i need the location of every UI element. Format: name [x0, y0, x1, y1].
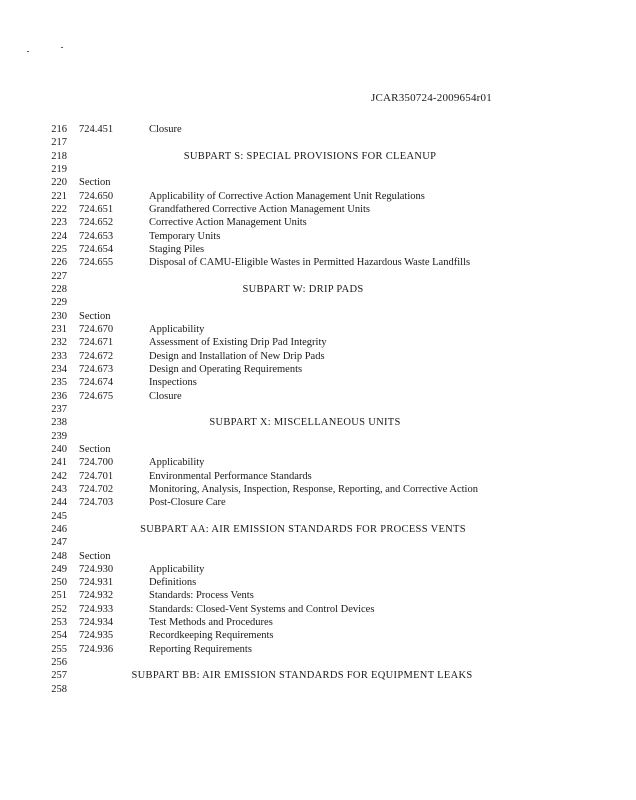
section-number: 724.652 — [79, 217, 114, 229]
section-number: 724.936 — [79, 643, 114, 655]
section-number: 724.673 — [79, 363, 114, 375]
line-number: 257 — [51, 670, 67, 682]
section-title: Staging Piles — [149, 243, 205, 255]
section-number: 724.451 — [79, 124, 114, 135]
line-number: 227 — [51, 270, 67, 282]
line-row — [0, 216, 636, 229]
section-number: 724.672 — [79, 350, 114, 362]
line-number: 249 — [51, 563, 67, 575]
section-title: Closure — [149, 124, 182, 135]
line-row — [0, 163, 636, 176]
line-row — [0, 310, 636, 323]
subpart-heading: SUBPART X: MISCELLANEOUS UNITS — [209, 417, 401, 429]
line-row — [0, 296, 636, 309]
section-title: Corrective Action Management Units — [149, 217, 307, 229]
line-row — [0, 230, 636, 243]
line-number: 250 — [51, 577, 67, 589]
line-number: 239 — [51, 430, 67, 442]
line-number: 236 — [51, 390, 67, 402]
section-number: 724.655 — [79, 257, 114, 269]
line-row — [0, 523, 636, 536]
section-number: 724.671 — [79, 337, 114, 349]
line-number: 221 — [51, 190, 67, 202]
section-number: 724.653 — [79, 230, 114, 242]
line-row — [0, 589, 636, 602]
section-title: Standards: Closed-Vent Systems and Control Devices — [149, 603, 375, 615]
line-number: 231 — [51, 323, 67, 335]
line-row — [0, 150, 636, 163]
section-column-label: Section — [79, 177, 111, 189]
section-title: Applicability — [149, 323, 205, 335]
line-number: 238 — [51, 417, 67, 429]
line-row — [0, 376, 636, 389]
section-title: Disposal of CAMU-Eligible Wastes in Permitted Hazardous Waste Landfills — [149, 257, 471, 269]
section-number: 724.702 — [79, 483, 114, 495]
line-number: 224 — [51, 230, 67, 242]
line-number: 217 — [51, 137, 67, 149]
line-row — [0, 656, 636, 669]
line-row — [0, 350, 636, 363]
line-row — [0, 496, 636, 509]
line-row — [0, 323, 636, 336]
line-number: 225 — [51, 243, 67, 255]
line-number: 216 — [51, 124, 67, 135]
line-row — [0, 390, 636, 403]
line-row — [0, 203, 636, 216]
line-row — [0, 683, 636, 696]
section-number: 724.650 — [79, 190, 114, 202]
section-title: Environmental Performance Standards — [149, 470, 312, 482]
line-row — [0, 443, 636, 456]
document-id: JCAR350724-2009654r01 — [371, 92, 492, 104]
section-title: Reporting Requirements — [149, 643, 252, 655]
section-title: Standards: Process Vents — [149, 590, 254, 602]
section-title: Temporary Units — [149, 230, 221, 242]
section-column-label: Section — [79, 550, 111, 562]
section-title: Monitoring, Analysis, Inspection, Response, Reporting, and Corrective Action — [149, 483, 478, 495]
section-title: Grandfathered Corrective Action Management Units — [149, 203, 371, 215]
line-row — [0, 629, 636, 642]
line-row — [0, 136, 636, 149]
line-number: 228 — [51, 283, 67, 295]
line-number: 241 — [51, 457, 67, 469]
section-title: Design and Operating Requirements — [149, 363, 303, 375]
section-title: Closure — [149, 390, 182, 402]
section-number: 724.935 — [79, 630, 114, 642]
line-number: 255 — [51, 643, 67, 655]
section-number: 724.674 — [79, 377, 114, 389]
line-row — [0, 123, 636, 136]
section-number: 724.651 — [79, 203, 114, 215]
scan-speck — [27, 51, 29, 52]
section-number: 724.933 — [79, 603, 114, 615]
line-number: 242 — [51, 470, 67, 482]
line-row — [0, 270, 636, 283]
scan-speck — [61, 47, 63, 48]
line-row — [0, 550, 636, 563]
line-row — [0, 256, 636, 269]
line-number: 222 — [51, 203, 67, 215]
line-row — [0, 483, 636, 496]
line-row — [0, 190, 636, 203]
section-column-label: Section — [79, 310, 111, 322]
subpart-heading: SUBPART S: SPECIAL PROVISIONS FOR CLEANUP — [183, 150, 437, 162]
section-number: 724.700 — [79, 457, 114, 469]
subpart-heading: SUBPART BB: AIR EMISSION STANDARDS FOR EQUIPMENT LEAKS — [131, 670, 473, 682]
line-number: 235 — [51, 377, 67, 389]
line-number: 243 — [51, 483, 67, 495]
section-title: Applicability of Corrective Action Management Unit Regulations — [149, 190, 425, 202]
line-number: 234 — [51, 363, 67, 375]
section-title: Post-Closure Care — [149, 497, 226, 509]
line-row — [0, 456, 636, 469]
line-number: 252 — [51, 603, 67, 615]
line-number: 247 — [51, 537, 67, 549]
line-number: 245 — [51, 510, 67, 522]
section-title: Applicability — [149, 563, 205, 575]
section-number: 724.701 — [79, 470, 114, 482]
section-number: 724.930 — [79, 563, 114, 575]
section-title: Design and Installation of New Drip Pads — [149, 350, 325, 362]
subpart-heading: SUBPART AA: AIR EMISSION STANDARDS FOR PROCESS VENTS — [140, 523, 466, 535]
line-row — [0, 403, 636, 416]
line-number: 240 — [51, 443, 67, 455]
section-number: 724.932 — [79, 590, 114, 602]
line-number: 232 — [51, 337, 67, 349]
section-number: 724.670 — [79, 323, 114, 335]
line-number: 226 — [51, 257, 67, 269]
line-row — [0, 176, 636, 189]
line-row — [0, 416, 636, 429]
section-column-label: Section — [79, 443, 111, 455]
line-number: 229 — [51, 297, 67, 309]
subpart-heading: SUBPART W: DRIP PADS — [242, 283, 364, 295]
line-number: 256 — [51, 657, 67, 669]
line-row — [0, 643, 636, 656]
line-number: 254 — [51, 630, 67, 642]
line-number: 219 — [51, 163, 67, 175]
section-title: Definitions — [149, 577, 197, 589]
section-title: Test Methods and Procedures — [149, 617, 273, 629]
line-number: 258 — [51, 683, 67, 695]
line-row — [0, 336, 636, 349]
line-row — [0, 243, 636, 256]
section-title: Assessment of Existing Drip Pad Integrity — [149, 337, 327, 349]
line-row — [0, 669, 636, 682]
line-row — [0, 576, 636, 589]
line-row — [0, 430, 636, 443]
line-row — [0, 510, 636, 523]
line-number: 253 — [51, 617, 67, 629]
line-row — [0, 603, 636, 616]
line-row — [0, 536, 636, 549]
line-number: 246 — [51, 523, 67, 535]
section-title: Applicability — [149, 457, 205, 469]
section-title: Recordkeeping Requirements — [149, 630, 274, 642]
line-number: 218 — [51, 150, 67, 162]
section-number: 724.703 — [79, 497, 114, 509]
line-row — [0, 616, 636, 629]
line-number: 223 — [51, 217, 67, 229]
line-number: 233 — [51, 350, 67, 362]
section-number: 724.934 — [79, 617, 114, 629]
line-row — [0, 283, 636, 296]
section-title: Inspections — [149, 377, 197, 389]
line-row — [0, 563, 636, 576]
line-row — [0, 470, 636, 483]
section-listing — [0, 123, 636, 696]
line-number: 244 — [51, 497, 67, 509]
line-number: 248 — [51, 550, 67, 562]
line-row — [0, 363, 636, 376]
line-number: 220 — [51, 177, 67, 189]
section-number: 724.675 — [79, 390, 114, 402]
line-number: 237 — [51, 403, 67, 415]
section-number: 724.654 — [79, 243, 114, 255]
line-number: 230 — [51, 310, 67, 322]
line-number: 251 — [51, 590, 67, 602]
section-number: 724.931 — [79, 577, 114, 589]
